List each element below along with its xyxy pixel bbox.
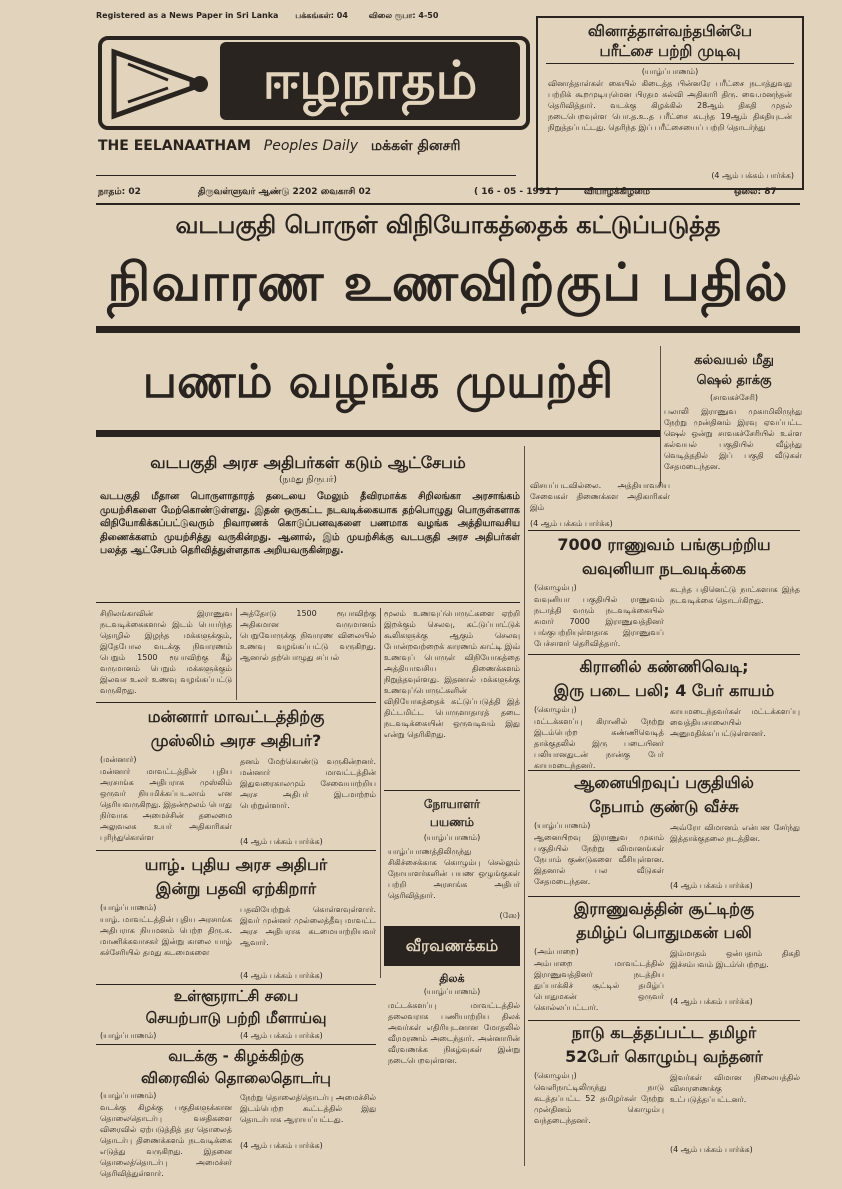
box-story [536, 16, 804, 190]
lead-headline-1: நிவாரண உணவிற்குப் பதில் [107, 253, 789, 313]
lead-col-3: மூலம் உணவுப்பொருட்களை ஏற்றி இறக்கும் செலவு, கட்டுப்பாட்டுக் கூலிகளுக்கு ஆகும் செலவு போன்றவற்றைக் காரணம் காட்டி இவ் உணவுப் பொருள் விநியோகத்தை அத்தியாவசிய திணைக்களம் நிறுத்தவுள்ளது. இதனால் மக்களுக்கு உணவுப்பொருட்களின் விநியோகத்தைக் கட்டுப்படுத்தி இத் திட்டமிட்ட பொருளாதாரத் தடை நடவடிக்கையின் ஒருவடிவம் இது என்று தெரிகிறது. [384, 609, 520, 739]
pages-text: பக்கங்கள்: 04 [295, 11, 348, 20]
jaffna-ga-col-2: பதவியேற்றுக் கொள்ளவுள்ளார். இவர் முன்னர் முல்லைத்தீவு மாவட்ட அரச அதிபராக கடமையாற்றியவர் ஆவார். [240, 905, 376, 947]
shell-body: பலாலி இராணுவ முகாமிலிருந்து நேற்று முன்தினம் இரவு ஏவப்பட்ட ஷெல் ஒன்று சாவகச்சேரியில் உள்ள கல்வயல் பகுதியில் வீழ்ந்து வெடித்ததில் இப் பகுதி வீடுகள் சேதமடைந்தன. [664, 407, 802, 471]
mid-continued: (4 ஆம் பக்கம் பார்க்க) [530, 519, 613, 528]
jaffna-ga-col-1: யாழ். மாவட்டத்தின் புதிய அரசாங்க அதிபராக நியமனம் பெற்ற திரு.க. மாணிக்கவாசகர் இன்று காலை யாழ் கச்சேரியில் தமது கடமைகளை [100, 915, 232, 957]
local-gov-headline-1: உள்ளூராட்சி சபை [173, 987, 299, 1005]
army-col-2: கடந்த பதினெட்டு நாட்களாக இந்த நடவடிக்கை தொடர்கிறது. [670, 585, 800, 605]
box-headline-1: வினாத்தாள்வந்தபின்பே [587, 22, 753, 40]
lead-byline: (நமது நிருபர்) [279, 475, 337, 485]
exile-dateline: (கொழும்பு) [534, 1071, 577, 1080]
box-body: வினாத்தாள்கள் கையில் கிடைத்த பின்னரே பரீட்சை நடாத்துவது பற்றிக் கூறமுடியுமென பிரதம கல்வி அதிகாரி திரு. வை.மனந்தன் தெரிவித்தார். வடக்கு கிழக்கில் 28ஆம் திகதி முதல் நடைபெறவுள்ள பொ.த.உ.த பரீட்சை கடந்த 19ஆம் திகதியுடன் நிறுத்தப்பட்டது. தெரிந்த இப் பரீட்சையைப் பற்றி தொடர்ந்து [548, 79, 792, 132]
army-headline-1: 7000 ராணுவம் பங்குபற்றிய [557, 535, 771, 554]
lead-kicker: வடபகுதி பொருள் விநியோகத்தைக் கட்டுப்படுத்த [175, 211, 721, 239]
lead-col-2: அத்தோடு 1500 ரூபாவிற்கு அதிகமான வருமானம் பெறுவோருக்கு நிவாரண விலையில் உணவு வழங்கப்பட்டு வருகிறது. ஆனால் தற்பொழுது சப்பல் [240, 609, 376, 662]
telecom-dateline: (யாழ்ப்பாணம்) [100, 1091, 157, 1100]
jaffna-ga-headline-2: இன்று பதவி ஏற்கிறார் [155, 879, 317, 898]
army-fire-col-1: அம்பாறை மாவட்டத்தில் இராணுவத்தினர் நடத்திய துப்பாக்கிச் சூட்டில் தமிழ்ப் பொதுமகன் ஒருவர் கொல்லப்பட்டார். [534, 959, 664, 1012]
tribute-name: திலக் [439, 972, 465, 985]
tamil-date: திருவள்ளுவர் ஆண்டு 2202 வைகாசி 02 [198, 187, 371, 197]
telecom-continued: (4 ஆம் பக்கம் பார்க்க) [240, 1141, 323, 1150]
army-fire-dateline: (அம்பாறை) [534, 947, 579, 956]
local-gov-continued: (4 ஆம் பக்கம் பார்க்க) [240, 1031, 323, 1040]
lead-intro: வடபகுதி மீதான பொருளாதாரத் தடையை மேலும் தீவிரமாக்க சிறிலங்கா அரசாங்கம் முயற்சிகளை மேற்கொண்டுள்ளது. இதன் ஒருகட்ட நடவடிக்கையாக தற்பொழுது பொருள்களாக விநியோகிக்கப்பட்டுவரும் நிவாரணக் கொடுப்பனவுகளை பணமாக வழங்க அத்தியாவசிய திணைக்களம் முயற்சித்து வருகின்றது. ஆனால், இம் முயற்சிக்கு வடபகுதி அரச அதிபர்கள் பலத்த ஆட்சேபம் தெரிவித்துள்ளதாக அறியவருகின்றது. [100, 491, 520, 556]
exile-col-1: வெளிநாட்டிலிருந்து நாடு கடத்தப்பட்ட 52 தமிழர்கள் நேற்று முன்தினம் கொழும்பு வந்தடைந்தனர். [534, 1083, 664, 1125]
jaffna-ga-continued: (4 ஆம் பக்கம் பார்க்க) [240, 971, 323, 980]
mine-col-2: காயமடைந்தவர்கள் மட்டக்களப்பு வைத்தியசாலையில் அனுமதிக்கப்பட்டுள்ளனர். [670, 707, 800, 738]
exile-col-2: இவர்கள் விமான நிலையத்தில் விசாரணைக்கு உட்படுத்தப்பட்டனர். [670, 1073, 800, 1104]
napalm-headline-2: நேபாம் குண்டு வீச்சு [589, 797, 739, 816]
napalm-dateline: (யாழ்ப்பாணம்) [534, 821, 591, 830]
mannar-headline-2: முஸ்லிம் அரச அதிபர்? [150, 731, 322, 750]
masthead-logo [98, 36, 530, 130]
mine-headline-1: கிரானில் கண்ணிவெடி; [579, 657, 749, 676]
napalm-col-1: ஆனையிறவு இராணுவ முகாம் பகுதியில் நேற்று விமானங்கள் நேபாம் குண்டுகளை வீசியுள்ளன. இதனால் பல வீடுகள் சேதமடைந்தன. [534, 833, 664, 886]
tribute-banner: வீரவணக்கம் [405, 936, 499, 955]
horn-logo-icon [108, 44, 218, 120]
army-fire-headline-2: தமிழ்ப் பொதுமகன் பலி [576, 923, 752, 942]
issue: ஒலை: 87 [734, 187, 777, 197]
box-continued: (4 ஆம் பக்கம் பார்க்க) [711, 171, 794, 180]
shell-dateline: (சாவகச்சேரி) [710, 393, 758, 402]
topline [96, 10, 536, 21]
weekday: வியாழக்கிழமை [584, 187, 651, 197]
price-text: விலை ரூபா: 4-50 [368, 11, 439, 20]
notary-body: யாழ்ப்பாணத்திலிருந்து சிகிச்சைக்காக கொழும்பு செல்லும் நோயாளர்களின் பயண ஒழுங்குகள் பற்றி அரசாங்க அதிபர் தெரிவித்தார். [388, 847, 520, 900]
exile-headline-2: 52பேர் கொழும்பு வந்தனர் [565, 1047, 763, 1066]
telecom-headline-2: விரைவில் தொலைதொடர்பு [141, 1069, 331, 1087]
army-fire-headline-1: இராணுவத்தின் சூட்டிற்கு [573, 899, 755, 918]
exile-headline-1: நாடு கடத்தப்பட்ட தமிழர் [571, 1023, 757, 1042]
notary-sign: (ஸே) [499, 911, 520, 920]
masthead-tagline [98, 138, 538, 156]
english-name: THE EELANAATHAM [98, 138, 251, 154]
napalm-continued: (4 ஆம் பக்கம் பார்க்க) [670, 881, 753, 890]
local-gov-dateline: (யாழ்ப்பாணம்) [100, 1031, 157, 1040]
box-headline-2: பரீட்சை பற்றி முடிவு [599, 42, 741, 60]
date: ( 16 - 05 - 1991 ) [474, 187, 559, 197]
exile-continued: (4 ஆம் பக்கம் பார்க்க) [670, 1145, 753, 1154]
tribute-body: மட்டக்களப்பு மாவட்டத்தில் தலைவராக பணியாற்றிய திலக் அவர்கள் எதிரியுடனான மோதலில் வீரமரணம் அடைந்தார். அன்னாரின் வீரவணக்க நிகழ்வுகள் இன்று நடைபெறவுள்ளன. [388, 1001, 520, 1065]
notary-headline-1: நோயாளர் [423, 797, 481, 811]
volume: நாதம்: 02 [98, 187, 141, 197]
lead-col-1: சிறிலங்காவின் இராணுவ நடவடிக்கைகளால் இடம் பெயர்ந்த தொழில் இழந்த மக்களுக்கும், இதேபோல வடக்கு நிவாரணம் பெறும் 1500 ரூபாவிற்கு கீழ் வருமானம் பெறும் மக்களுக்கும் இலவச உலர் உணவு வழங்கப்பட்டு வருகிறது. [100, 609, 232, 695]
telecom-headline-1: வடக்கு - கிழக்கிற்கு [168, 1047, 304, 1065]
mannar-continued: (4 ஆம் பக்கம் பார்க்க) [240, 837, 323, 846]
tagline-ta: மக்கள் தினசரி [370, 138, 461, 154]
mannar-col-1: மன்னார் மாவட்டத்தின் புதிய அரசாங்க அதிபராக முஸ்லிம் ஒருவர் நியமிக்கப்படலாம் என தெரியவருகிறது. இதன்மூலம் பொது நிர்வாக அமைச்சின் தலைமை அலுவலக உயர் அதிகாரிகள் புரிந்துகொள்ள [100, 767, 232, 842]
mine-headline-2: இரு படை பலி; 4 பேர் காயம் [553, 681, 775, 700]
tribute-dateline: (யாழ்ப்பாணம்) [423, 987, 481, 996]
lead-headline-2: பணம் வழங்க முயற்சி [142, 354, 614, 408]
mannar-headline-1: மன்னார் மாவட்டத்திற்கு [147, 707, 325, 726]
notary-headline-2: பயணம் [429, 815, 475, 829]
jaffna-ga-headline-1: யாழ். புதிய அரச அதிபர் [144, 855, 328, 874]
box-dateline: (யாழ்ப்பாணம்) [641, 67, 699, 76]
logo-title: ஈழநாதம் [262, 51, 478, 111]
mannar-col-2: தனம் மேற்கொண்டு வருகின்றனர். மன்னார் மாவட்டத்தின் இதுவரைகாலமும் சேவையாற்றிய அரச அதிபர் இடமாற்றம் பெற்றுள்ளார். [240, 757, 376, 810]
shell-headline-1: கல்வயல் மீது [694, 353, 774, 368]
notary-dateline: (யாழ்ப்பாணம்) [423, 833, 481, 842]
telecom-col-2: நேற்று தொலைத்தொடர்பு அமைச்சில் இடம்பெற்ற கூட்டத்தில் இது தொடர்பாக ஆராயப்பட்டது. [240, 1093, 376, 1124]
local-gov-headline-2: செயற்பாடு பற்றி மீளாய்வு [145, 1009, 327, 1027]
lead-subhead: வடபகுதி அரச அதிபர்கள் கடும் ஆட்சேபம் [150, 453, 466, 472]
tagline-en: Peoples Daily [263, 138, 358, 154]
army-fire-col-2: இம்மாதம் ஒன்பதாம் திகதி இச்சம்பவம் இடம்பெற்றது. [670, 949, 800, 969]
mannar-dateline: (மன்னார்) [100, 755, 137, 764]
army-dateline: (கொழும்பு) [534, 583, 577, 592]
army-col-1: வவுனியா பகுதியில் ராணுவம் நடாத்தி வரும் நடவடிக்கையில் சுமார் 7000 இராணுவத்தினர் பங்குபற்றியுள்ளதாக இராணுவப் பேச்சாளர் தெரிவித்தார். [534, 595, 664, 648]
mid-body: விசயப்படவில்லை. அத்தியாவசிய சேவைகள் திணைக்கள அதிகாரிகள் இம் [530, 481, 670, 512]
napalm-col-2: அவ்ரோ விமானம் என்பன சேர்ந்து இத்தாக்குதலை நடத்தின. [670, 823, 800, 843]
mine-dateline: (கொழும்பு) [534, 705, 577, 714]
army-headline-2: வவுனியா நடவடிக்கை [581, 559, 747, 578]
jaffna-ga-dateline: (யாழ்ப்பாணம்) [100, 903, 157, 912]
mine-col-1: மட்டக்களப்பு கிரானில் நேற்று இடம்பெற்ற கண்ணிவெடித் தாக்குதலில் இரு படையினர் பலியானதுடன் நான்கு பேர் காயமடைந்தனர். [534, 717, 664, 770]
shell-headline-2: ஷெல் தாக்கு [696, 373, 772, 388]
registration-text: Registered as a News Paper in Sri Lanka [96, 11, 279, 20]
telecom-col-1: வடக்கு கிழக்கு பகுதிகளுக்கான தொலைதொடர்பு வசதிகளை விரைவில் ஏற்படுத்தித் தர தொலைத் தொடர்பு திணைக்களம் நடவடிக்கை எடுத்து வருகிறது. இதனை தொலைத்தொடர்பு அமைச்சர் தெரிவித்துள்ளார். [100, 1103, 232, 1178]
napalm-headline-1: ஆனையிறவுப் பகுதியில் [574, 773, 754, 792]
army-fire-continued: (4 ஆம் பக்கம் பார்க்க) [670, 997, 753, 1006]
